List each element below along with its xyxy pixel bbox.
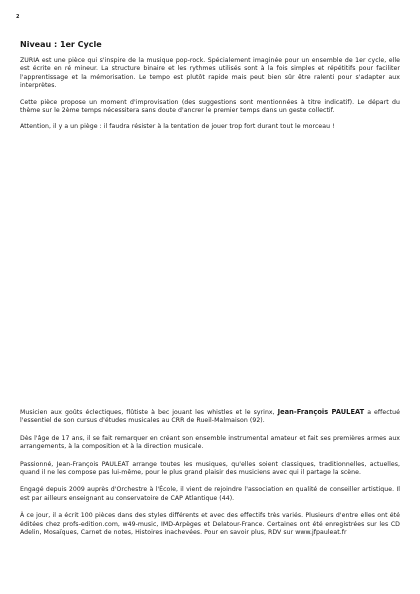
biography-section: [20, 408, 400, 546]
bio-paragraph-3: Passionné, Jean-François PAULEAT arrange toutes les musiques, qu'elles soient classiques, traditionnelles, actuelles, quand il ne les compose pas lui-même, pour le plus grand plaisir des musiciens avec qui il partage la scène.: [20, 460, 400, 477]
composer-name: Jean-François PAULEAT: [277, 408, 365, 416]
bio-paragraph-5: À ce jour, il a écrit 100 pièces dans des styles différents et avec des effectifs très variés. Plusieurs d'entre elles ont été éditées chez profs-edition.com, w49-music, IMD-Arpèges et Delatour-France. Certaines ont été enregistrées sur les CD Adelin, Mosaïques, Carnet de notes, Histoires inachevées. Pour en savoir plus, RDV sur www.jfpauleat.fr: [20, 512, 400, 537]
description-paragraph-1: ZURIA est une pièce qui s'inspire de la musique pop-rock. Spécialement imaginée pour un ensemble de 1er cycle, elle est écrite en ré mineur. La structure binaire et les rythmes utilisés sont à la fois simples et répétitifs pour faciliter l'apprentissage et la mémorisation. Le tempo est plutôt rapide mais peut bien sûr être ralenti pour s'adapter aux interprètes.: [20, 57, 400, 90]
bio-paragraph-1-intro: Musicien aux goûts éclectiques, flûtiste à bec jouant les whistles et le syrinx,: [20, 409, 278, 416]
description-paragraph-2: Cette pièce propose un moment d'improvisation (des suggestions sont mentionnées à titre indicatif). Le départ du thème sur le 2ème temps nécessitera sans doute d'ancrer le premier temps dans un geste collectif.: [20, 98, 400, 115]
description-section: [20, 40, 400, 140]
bio-paragraph-2: Dès l'âge de 17 ans, il se fait remarquer en créant son ensemble instrumental amateur et fait ses premières armes aux arrangements, à la composition et à la direction musicale.: [20, 434, 400, 451]
description-paragraph-3: Attention, il y a un piège : il faudra résister à la tentation de jouer trop fort durant tout le morceau !: [20, 123, 335, 131]
bio-paragraph-1-rest: a effectué l'essentiel de son cursus d'études musicales au CRR de Rueil-Malmaison (92).: [20, 409, 400, 425]
page-number: 2: [16, 14, 20, 20]
bio-paragraph-1: [20, 408, 400, 426]
level-heading: Niveau : 1er Cycle: [20, 40, 102, 49]
bio-paragraph-4: Engagé depuis 2009 auprès d'Orchestre à l'École, il vient de rejoindre l'association en qualité de conseiller artistique. Il est par ailleurs enseignant au conservatoire de CAP Atlantique (44).: [20, 486, 400, 502]
